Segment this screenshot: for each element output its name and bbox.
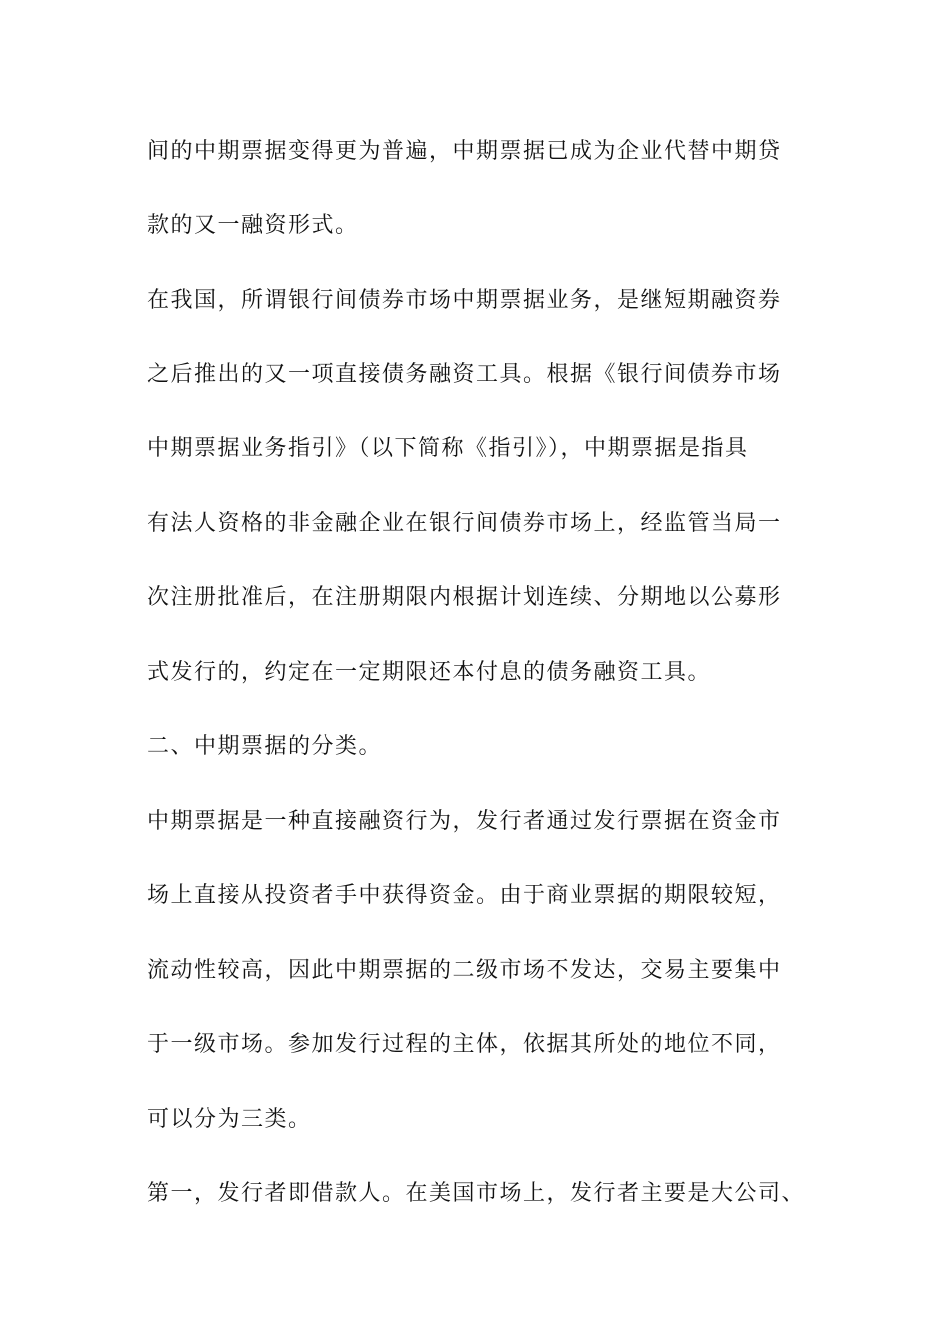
text-line: 流动性较高，因此中期票据的二级市场不发达，交易主要集中 bbox=[147, 958, 782, 983]
text-line: 中期票据是一种直接融资行为，发行者通过发行票据在资金市 bbox=[147, 809, 782, 834]
text-line: 可以分为三类。 bbox=[147, 1107, 312, 1132]
text-line: 次注册批准后，在注册期限内根据计划连续、分期地以公募形 bbox=[147, 585, 782, 610]
text-line: 款的又一融资形式。 bbox=[147, 213, 359, 238]
text-line: 于一级市场。参加发行过程的主体，依据其所处的地位不同， bbox=[147, 1032, 782, 1057]
text-line: 有法人资格的非金融企业在银行间债券市场上，经监管当局一 bbox=[147, 511, 782, 536]
text-line: 场上直接从投资者手中获得资金。由于商业票据的期限较短， bbox=[147, 883, 782, 908]
section-heading: 二、中期票据的分类。 bbox=[147, 734, 383, 759]
text-line: 中期票据业务指引》（以下简称《指引》），中期票据是指具 bbox=[147, 436, 749, 461]
text-line: 之后推出的又一项直接债务融资工具。根据《银行间债券市场 bbox=[147, 362, 782, 387]
text-line: 式发行的，约定在一定期限还本付息的债务融资工具。 bbox=[147, 660, 712, 685]
text-line: 在我国，所谓银行间债券市场中期票据业务，是继短期融资券 bbox=[147, 288, 782, 313]
text-line: 间的中期票据变得更为普遍，中期票据已成为企业代替中期贷 bbox=[147, 139, 782, 164]
text-line: 第一，发行者即借款人。在美国市场上，发行者主要是大公司、 bbox=[147, 1181, 806, 1206]
